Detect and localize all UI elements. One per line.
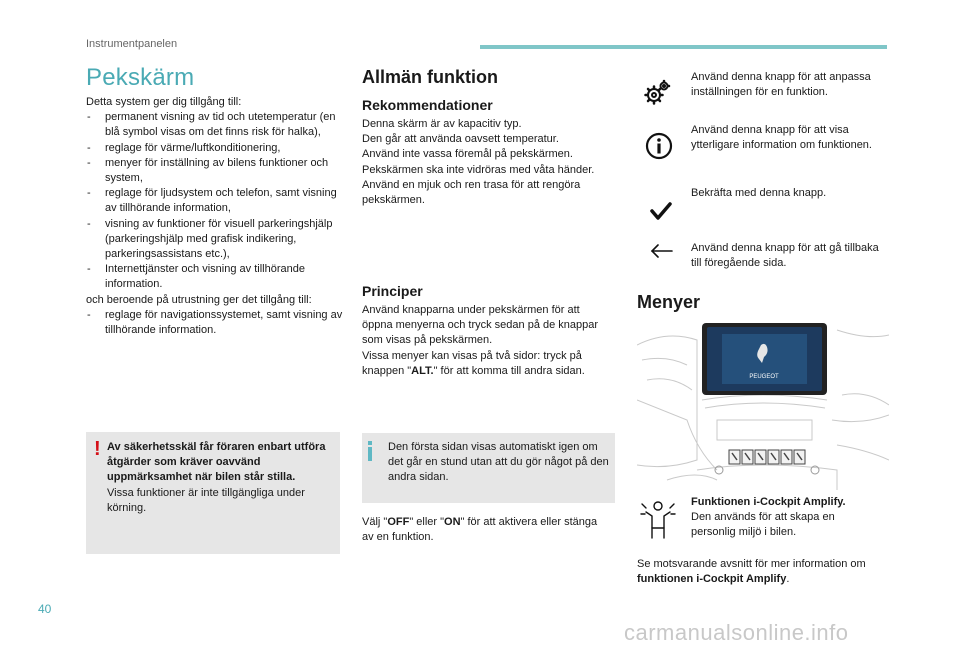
cockpit-desc: Funktionen i-Cockpit Amplify. Den används för att skapa en personlig miljö i bilen. — [691, 496, 846, 539]
warning-icon: ! — [94, 438, 101, 460]
gear-icon — [642, 78, 672, 108]
list-item: - reglage för ljudsystem och telefon, samt visning av tillhörande information, — [86, 186, 348, 216]
feature-list — [86, 110, 348, 292]
screen-brand: PEUGEOT — [749, 374, 779, 380]
rec-line: Använd en mjuk och ren trasa för att rengöra pekskärmen. — [362, 178, 581, 207]
intro-text-2: och beroende på utrustning ger det tillgång till: — [86, 293, 312, 306]
on-off-text: Välj "OFF" eller "ON" för att aktivera eller stänga av en funktion. — [362, 516, 598, 544]
section-heading-menus: Menyer — [637, 292, 701, 312]
subheading-principles: Principer — [362, 283, 423, 299]
intro-block — [86, 95, 348, 338]
page-title: Pekskärm — [86, 64, 195, 91]
list-item: - reglage för navigationssystemet, samt visning av tillhörande information. — [86, 308, 348, 338]
rec-line: Denna skärm är av kapacitiv typ. — [362, 118, 522, 130]
back-arrow-icon — [646, 236, 676, 266]
rec-line: Den går att använda oavsett temperatur. — [362, 133, 559, 146]
info-text: Den första sidan visas automatiskt igen om det går en stund utan att du gör något på den andra sidan. — [388, 441, 609, 484]
principles-para-2: Vissa menyer kan visas på två sidor: tryck på knappen "ALT." för att komma till andra sidan. — [362, 349, 585, 377]
checkmark-desc: Bekräfta med denna knapp. — [691, 187, 827, 199]
info-icon — [368, 441, 372, 461]
warning-note: Vissa funktioner är inte tillgängliga under körning. — [107, 486, 305, 514]
intro-text: Detta system ger dig tillgång till: — [86, 96, 242, 108]
principles-text — [362, 303, 612, 379]
feature-list-2 — [86, 308, 348, 338]
warning-bold: Av säkerhetsskäl får föraren enbart utföra åtgärder som kräver oavvänd uppmärksamhet när bilen står stilla. — [107, 441, 326, 484]
rec-line: Använd inte vassa föremål på pekskärmen. — [362, 148, 573, 161]
person-icon — [638, 498, 678, 540]
recommendations-text — [362, 117, 622, 208]
watermark: carmanualsonline.info — [624, 620, 849, 645]
section-heading-general: Allmän funktion — [362, 67, 498, 87]
dashboard-illustration — [637, 320, 889, 490]
list-item: - permanent visning av tid och utetemperatur (en blå symbol visas om det finns risk för halka), — [86, 110, 348, 140]
page-number: 40 — [38, 602, 52, 616]
rec-line: Pekskärmen ska inte vidröras med våta händer. — [362, 163, 595, 176]
back-desc: Använd denna knapp för att gå tillbaka till föregående sida. — [691, 242, 879, 270]
list-item: - visning av funktioner för visuell parkeringshjälp (parkeringshjälp med grafisk indikering, parkeringsassistans etc.), — [86, 217, 348, 263]
list-item: - Internettjänster och visning av tillhörande information. — [86, 262, 348, 292]
gear-desc: Använd denna knapp för att anpassa inställningen för en funktion. — [691, 71, 871, 99]
warning-text — [107, 440, 333, 516]
header-rule — [480, 45, 887, 49]
list-item: - reglage för värme/luftkonditionering, — [86, 141, 348, 156]
principles-para-1: Använd knapparna under pekskärmen för att öppna menyerna och tryck sedan på de knappar som visas på pekskärmen. — [362, 304, 599, 347]
info-desc: Använd denna knapp för att visa ytterligare information om funktionen. — [691, 124, 872, 152]
list-item: - menyer för inställning av bilens funktioner och system, — [86, 156, 348, 186]
section-header: Instrumentpanelen — [86, 38, 178, 50]
reference-text: Se motsvarande avsnitt för mer information om funktionen i-Cockpit Amplify. — [637, 558, 866, 586]
subheading-recommendations: Rekommendationer — [362, 97, 493, 113]
info-icon — [644, 131, 674, 161]
checkmark-icon — [646, 196, 676, 226]
